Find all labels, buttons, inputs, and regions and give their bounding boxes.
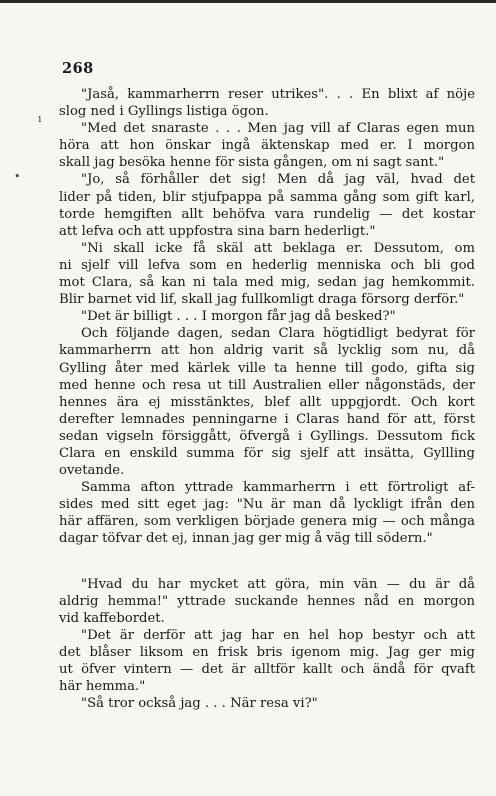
- text-line: att lefva och att uppfostra sina barn hederligt.": [59, 223, 376, 239]
- text-line: med henne och resa ut till Australien eller någonstäds, der: [59, 377, 475, 393]
- text-line: "Det är billigt . . . I morgon får jag då besked?": [81, 309, 396, 325]
- text-line: lider på tiden, blir stjufpappa på samma gång som gift karl,: [59, 189, 475, 205]
- text-line: slog ned i Gyllings listiga ögon.: [59, 104, 269, 120]
- text-line: vid kaffebordet.: [59, 610, 165, 626]
- text-line: "Med det snaraste . . . Men jag vill af Claras egen mun: [81, 121, 475, 137]
- text-line: det blåser liksom en frisk bris igenom mig. Jag ger mig: [59, 644, 475, 660]
- text-line: här hemma.": [59, 679, 146, 695]
- text-line: "Hvad du har mycket att göra, min vän — du är då: [81, 576, 475, 592]
- text-line: torde hemgiften allt behöfva vara rundelig — det kostar: [59, 206, 475, 222]
- margin-mark: •: [14, 170, 21, 183]
- text-line: höra att hon önskar ingå äktenskap med er. I morgon: [59, 138, 475, 154]
- page-text: [59, 86, 475, 712]
- text-line: ut öfver vintern — det är alltför kallt och ändå för qvaft: [59, 662, 475, 677]
- text-line: aldrig hemma!" yttrade suckande hennes nåd en morgon: [59, 593, 475, 609]
- text-line: ovetande.: [59, 463, 125, 479]
- top-rule: [0, 0, 496, 3]
- text-line: sides med sitt eget jag: "Nu är man då lyckligt ifrån den: [59, 497, 475, 513]
- text-line: Clara en enskild summa för sig sjelf att insätta, Gyllling: [59, 445, 475, 461]
- text-line: skall jag besöka henne för sista gången, om ni sagt sant.": [59, 155, 445, 171]
- text-line: hennes ära ej misstänktes, blef allt uppgjordt. Och kort: [59, 394, 475, 410]
- text-line: kammarherrn att hon aldrig varit så lycklig som nu, då: [59, 343, 475, 359]
- text-line: Och följande dagen, sedan Clara högtidligt bedyrat för: [81, 326, 475, 342]
- text-line: ni sjelf vill lefva som en hederlig menniska och bli god: [59, 257, 475, 273]
- text-line: "Jaså, kammarherrn reser utrikes". . . En blixt af nöje: [81, 87, 475, 102]
- section-break: [59, 548, 475, 576]
- text-line: Blir barnet vid lif, skall jag fullkomligt draga försorg derför.": [59, 292, 465, 308]
- text-line: "Det är derför att jag har en hel hop bestyr och att: [81, 627, 475, 643]
- text-line: "Så tror också jag . . . När resa vi?": [81, 696, 318, 712]
- text-line: "Ni skall icke få skäl att beklaga er. Dessutom, om: [81, 240, 475, 256]
- text-line: dagar töfvar det ej, innan jag ger mig å väg till södern.": [59, 531, 433, 547]
- margin-mark: ı: [38, 112, 42, 125]
- text-line: "Jo, så förhåller det sig! Men då jag väl, hvad det: [81, 172, 475, 188]
- text-line: Samma afton yttrade kammarherrn i ett förtroligt af-: [81, 480, 475, 496]
- text-line: sedan vigseln försiggått, öfvergå i Gyllings. Dessutom fick: [59, 428, 475, 444]
- text-line: derefter lemnades penningarne i Claras hand för att, först: [59, 411, 475, 427]
- text-line: Gylling åter med kärlek ville ta henne till godo, gifta sig: [59, 360, 475, 376]
- text-line: här affären, som verkligen började genera mig — och många: [59, 514, 475, 530]
- text-line: mot Clara, så kan ni tala med mig, sedan jag hemkommit.: [59, 275, 475, 291]
- page-number: 268: [62, 60, 94, 77]
